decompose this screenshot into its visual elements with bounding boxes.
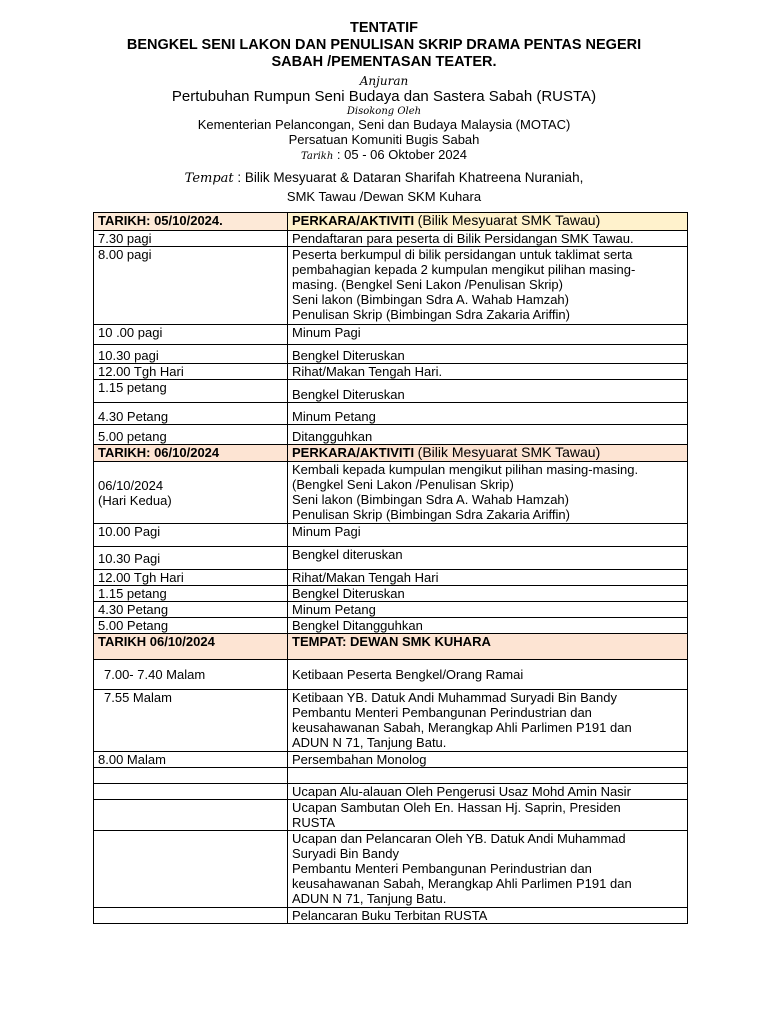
cell-line: Bengkel Diteruskan: [292, 586, 405, 601]
table-row: [94, 784, 688, 800]
activity-cell: [288, 247, 688, 325]
date-header-cell: TARIKH: 05/10/2024.: [94, 213, 288, 231]
table-row: [94, 800, 688, 831]
venue-header-label: (Bilik Mesyuarat SMK Tawau): [417, 444, 601, 460]
activity-cell: [288, 752, 688, 768]
activity-cell: [288, 908, 688, 924]
cell-line: keusahawanan Sabah, Merangkap Ahli Parlimen P191 dan: [292, 876, 632, 891]
section-header-row: [94, 213, 688, 231]
activity-cell: [288, 425, 688, 445]
cell-line: Rihat/Makan Tengah Hari: [292, 570, 439, 585]
cell-line: ADUN N 71, Tanjung Batu.: [292, 891, 447, 906]
time-cell: [94, 231, 288, 247]
cell-line: Pembantu Menteri Pembangunan Perindustrian dan: [292, 861, 592, 876]
cell-line: (Bengkel Seni Lakon /Penulisan Skrip): [292, 477, 514, 492]
time-cell: [94, 345, 288, 364]
cell-line: Ucapan Alu-alauan Oleh Pengerusi Usaz Mohd Amin Nasir: [292, 784, 631, 799]
activity-cell: [288, 618, 688, 634]
table-row: [94, 380, 688, 403]
anjuran-label: Anjuran: [359, 74, 409, 88]
cell-line: Penulisan Skrip (Bimbingan Sdra Zakaria Ariffin): [292, 507, 570, 522]
cell-line: Pendaftaran para peserta di Bilik Persidangan SMK Tawau.: [292, 231, 634, 246]
cell-line: [98, 908, 283, 923]
activity-cell: [288, 380, 688, 403]
time-cell: [94, 364, 288, 380]
activity-cell: [288, 768, 688, 784]
tempat-line-2: SMK Tawau /Dewan SKM Kuhara: [286, 189, 482, 204]
table-row: [94, 425, 688, 445]
cell-line: RUSTA: [292, 815, 336, 830]
cell-line: Ketibaan Peserta Bengkel/Orang Ramai: [292, 667, 524, 682]
section-header-row: [94, 445, 688, 462]
activity-cell: [288, 586, 688, 602]
table-row: [94, 462, 688, 524]
cell-line: 7.55 Malam: [104, 690, 172, 705]
activity-cell: [288, 403, 688, 425]
activity-cell: [288, 831, 688, 908]
activity-cell: [288, 231, 688, 247]
table-row: [94, 403, 688, 425]
table-row: [94, 768, 688, 784]
cell-line: 12.00 Tgh Hari: [98, 570, 184, 585]
cell-line: pembahagian kepada 2 kumpulan mengikut pilihan masing-: [292, 262, 636, 277]
time-cell: [94, 403, 288, 425]
time-cell: [94, 690, 288, 752]
time-cell: [94, 570, 288, 586]
table-row: [94, 660, 688, 690]
activity-cell: [288, 524, 688, 547]
cell-line: Bengkel diteruskan: [292, 547, 403, 562]
cell-line: Bengkel Diteruskan: [292, 387, 405, 402]
cell-line: masing. (Bengkel Seni Lakon /Penulisan Skrip): [292, 277, 563, 292]
cell-line: 1.15 petang: [98, 380, 167, 395]
time-cell: [94, 380, 288, 403]
cell-line: 4.30 Petang: [98, 602, 169, 617]
cell-line: Rihat/Makan Tengah Hari.: [292, 364, 443, 379]
activity-cell: [288, 547, 688, 570]
venue-header-label: (Bilik Mesyuarat SMK Tawau): [417, 212, 601, 228]
cell-line: Ucapan Sambutan Oleh En. Hassan Hj. Saprin, Presiden: [292, 800, 621, 815]
table-row: [94, 602, 688, 618]
time-cell: [94, 425, 288, 445]
cell-line: Minum Pagi: [292, 325, 361, 340]
time-cell: [94, 908, 288, 924]
cell-line: Minum Petang: [292, 602, 376, 617]
cell-line: Minum Pagi: [292, 524, 361, 539]
table-row: [94, 247, 688, 325]
tarikh-value: : 05 - 06 Oktober 2024: [333, 147, 468, 162]
organizer-name: Pertubuhan Rumpun Seni Budaya dan Sastera Sabah (RUSTA): [171, 88, 597, 105]
cell-line: 4.30 Petang: [98, 409, 169, 424]
activity-cell: [288, 602, 688, 618]
cell-line: Ucapan dan Pelancaran Oleh YB. Datuk Andi Muhammad: [292, 831, 626, 846]
cell-line: 10.30 pagi: [98, 348, 159, 363]
time-cell: [94, 247, 288, 325]
cell-line: [98, 784, 283, 799]
cell-line: Bengkel Ditangguhkan: [292, 618, 423, 633]
table-row: [94, 618, 688, 634]
activity-header-label: PERKARA/AKTIVITI: [292, 445, 418, 460]
activity-header-cell: TEMPAT: DEWAN SMK KUHARA: [288, 634, 688, 660]
time-cell: [94, 768, 288, 784]
time-cell: [94, 547, 288, 570]
doc-subtitle-1: BENGKEL SENI LAKON DAN PENULISAN SKRIP DRAMA PENTAS NEGERI: [126, 37, 642, 53]
time-cell: [94, 462, 288, 524]
cell-line: Pembantu Menteri Pembangunan Perindustrian dan: [292, 705, 592, 720]
tarikh-label: Tarikh: [300, 151, 334, 162]
time-cell: [94, 831, 288, 908]
cell-line: Seni lakon (Bimbingan Sdra A. Wahab Hamzah): [292, 292, 569, 307]
tarikh-line: [0, 147, 768, 164]
activity-cell: [288, 462, 688, 524]
table-row: [94, 364, 688, 380]
time-cell: [94, 602, 288, 618]
activity-header-cell: [288, 445, 688, 462]
time-cell: [94, 752, 288, 768]
cell-line: 7.30 pagi: [98, 231, 152, 246]
table-row: [94, 231, 688, 247]
document-header: [0, 20, 768, 205]
cell-line: [98, 800, 283, 815]
time-cell: [94, 325, 288, 345]
cell-line: [98, 768, 283, 783]
table-row: [94, 752, 688, 768]
activity-cell: [288, 690, 688, 752]
cell-line: keusahawanan Sabah, Merangkap Ahli Parlimen P191 dan: [292, 720, 632, 735]
doc-title: TENTATIF: [350, 20, 418, 36]
tempat-value: : Bilik Mesyuarat & Dataran Sharifah Khatreena Nuraniah,: [233, 170, 584, 185]
time-cell: [94, 586, 288, 602]
cell-line: 1.15 petang: [98, 586, 167, 601]
table-row: [94, 570, 688, 586]
activity-header-label: PERKARA/AKTIVITI: [292, 213, 418, 228]
table-row: [94, 325, 688, 345]
date-header-cell: TARIKH 06/10/2024: [94, 634, 288, 660]
cell-line: 8.00 pagi: [98, 247, 152, 262]
cell-line: (Hari Kedua): [98, 492, 172, 508]
doc-subtitle-2: SABAH /PEMENTASAN TEATER.: [271, 54, 497, 70]
activity-header-cell: [288, 213, 688, 231]
cell-line: Ditangguhkan: [292, 429, 373, 444]
table-row: [94, 547, 688, 570]
time-cell: [94, 660, 288, 690]
time-cell: [94, 784, 288, 800]
cell-line: 10.00 Pagi: [98, 524, 161, 539]
cell-line: Suryadi Bin Bandy: [292, 846, 399, 861]
cell-line: Seni lakon (Bimbingan Sdra A. Wahab Hamzah): [292, 492, 569, 507]
cell-line: Penulisan Skrip (Bimbingan Sdra Zakaria Ariffin): [292, 307, 570, 322]
time-cell: [94, 800, 288, 831]
cell-line: Peserta berkumpul di bilik persidangan untuk taklimat serta: [292, 247, 633, 262]
time-cell: [94, 524, 288, 547]
cell-line: 8.00 Malam: [98, 752, 166, 767]
activity-cell: [288, 345, 688, 364]
cell-line: 5.00 petang: [98, 429, 167, 444]
cell-line: [98, 831, 283, 846]
cell-line: 12.00 Tgh Hari: [98, 364, 184, 379]
activity-cell: [288, 364, 688, 380]
cell-line: 10 .00 pagi: [98, 325, 163, 340]
supporter-1: Kementerian Pelancongan, Seni dan Budaya Malaysia (MOTAC): [197, 117, 571, 132]
table-row: [94, 524, 688, 547]
cell-line: Pelancaran Buku Terbitan RUSTA: [292, 908, 488, 923]
cell-line: Ketibaan YB. Datuk Andi Muhammad Suryadi Bin Bandy: [292, 690, 617, 705]
cell-line: Bengkel Diteruskan: [292, 348, 405, 363]
cell-line: Persembahan Monolog: [292, 752, 427, 767]
activity-cell: [288, 325, 688, 345]
tempat-line: [0, 169, 768, 187]
cell-line: Minum Petang: [292, 409, 376, 424]
activity-cell: [288, 570, 688, 586]
table-row: [94, 908, 688, 924]
activity-cell: [288, 800, 688, 831]
section-header-row: [94, 634, 688, 660]
tempat-label: Tempat: [184, 171, 234, 186]
cell-line: [292, 768, 683, 783]
activity-cell: [288, 784, 688, 800]
table-row: [94, 831, 688, 908]
cell-line: 5.00 Petang: [98, 618, 169, 633]
disokong-label: Disokong Oleh: [346, 106, 422, 117]
activity-cell: [288, 660, 688, 690]
cell-line: 10.30 Pagi: [98, 550, 161, 566]
date-header-cell: TARIKH: 06/10/2024: [94, 445, 288, 462]
schedule-table: [93, 212, 688, 924]
table-row: [94, 345, 688, 364]
cell-line: 06/10/2024: [98, 477, 164, 493]
cell-line: 7.00- 7.40 Malam: [104, 667, 206, 682]
table-row: [94, 690, 688, 752]
table-row: [94, 586, 688, 602]
cell-line: ADUN N 71, Tanjung Batu.: [292, 735, 447, 750]
cell-line: Kembali kepada kumpulan mengikut pilihan masing-masing.: [292, 462, 639, 477]
time-cell: [94, 618, 288, 634]
supporter-2: Persatuan Komuniti Bugis Sabah: [288, 132, 480, 147]
